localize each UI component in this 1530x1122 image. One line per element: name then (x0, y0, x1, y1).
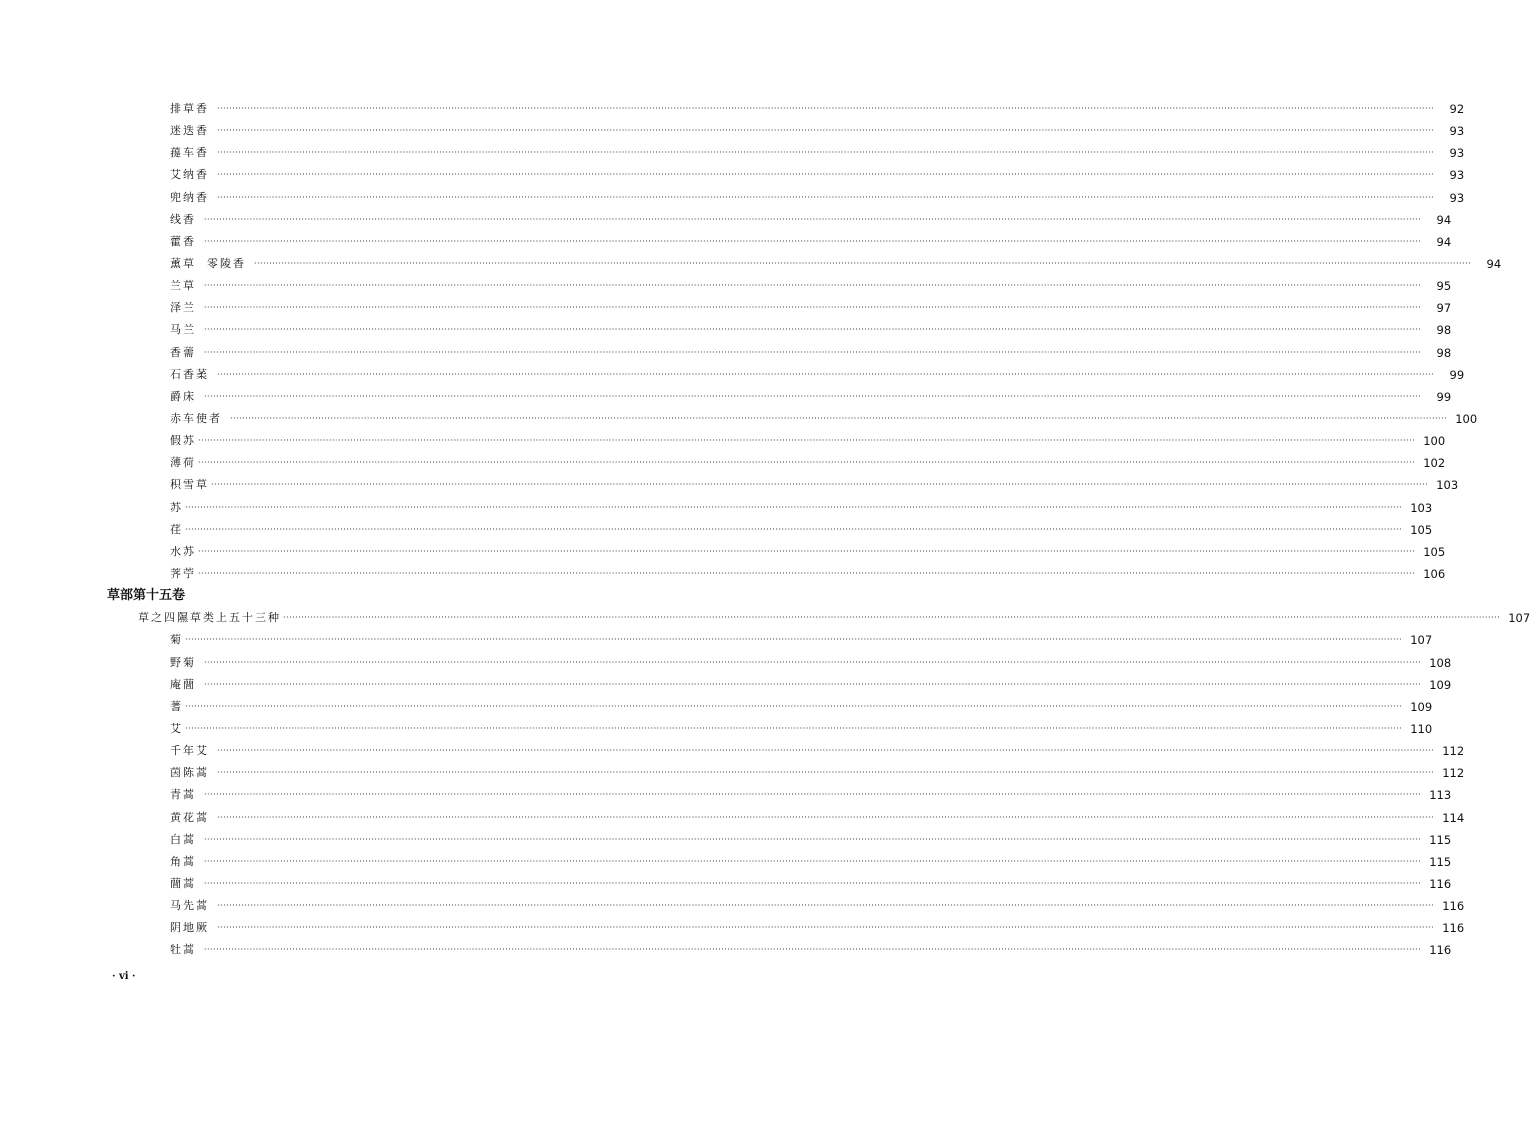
entry-label: 苏 (170, 500, 183, 514)
toc-entry (0, 364, 1465, 386)
entry-page-number: 105 (1410, 522, 1433, 537)
toc-entry (0, 629, 1433, 651)
entry-label: 排草香 (170, 102, 209, 115)
entry-label: 薄荷 (170, 456, 196, 470)
entry-label: 艾纳香 (170, 168, 209, 182)
dot-leader: ················································································································································································································································································································································································································ (185, 502, 1403, 512)
entry-label: 赤车使者 (170, 411, 222, 425)
entry-label: 黄花蒿 (170, 810, 209, 824)
entry-page-number: 93 (1449, 168, 1465, 183)
toc-entry (0, 209, 1452, 231)
dot-leader: ················································································································································································································································································································································································································ (204, 657, 1422, 667)
entry-page-number: 94 (1486, 256, 1502, 271)
entry-label: 野菊 (170, 655, 196, 669)
dot-leader: ················································································································································································································································································································································································································ (217, 812, 1435, 822)
entry-label: 线香 (170, 212, 196, 226)
toc-entry (0, 939, 1452, 961)
entry-label: 青蒿 (170, 788, 196, 802)
entry-label: 藿香 (170, 234, 196, 248)
entry-page-number: 102 (1423, 456, 1446, 471)
toc-entry (0, 740, 1465, 762)
entry-page-number: 115 (1429, 832, 1452, 847)
toc-entry (0, 696, 1433, 718)
dot-leader: ················································································································································································································································································································································································································ (217, 104, 1435, 113)
toc-entry (0, 253, 1502, 275)
entry-label: 阴地厥 (170, 921, 209, 935)
entry-page-number: 94 (1436, 212, 1452, 227)
toc-entry (0, 452, 1446, 474)
dot-leader: ················································································································································································································································································································································································································ (204, 834, 1422, 844)
dot-leader: ················································································································································································································································································································································································································ (217, 369, 1435, 379)
entry-label: 薰草 零陵香 (170, 256, 246, 270)
entry-page-number: 109 (1410, 699, 1433, 714)
dot-leader: ················································································································································································································································································································································································································ (283, 613, 1501, 623)
toc-entry (0, 408, 1478, 430)
dot-leader: ················································································································································································································································································································································································································ (217, 148, 1435, 158)
toc-entry (0, 652, 1452, 674)
entry-label: 爵床 (170, 389, 196, 403)
entry-page-number: 98 (1436, 323, 1452, 338)
section-heading: 草部第十五卷 (107, 588, 186, 604)
entry-page-number: 115 (1429, 854, 1452, 869)
toc-entry (0, 563, 1446, 585)
toc-entry (0, 474, 1459, 496)
entry-page-number: 116 (1442, 899, 1465, 914)
entry-label: 马先蒿 (170, 899, 209, 913)
toc-entry (0, 917, 1465, 939)
entry-page-number: 108 (1429, 655, 1452, 670)
dot-leader: ················································································································································································································································································································································································································ (230, 413, 1448, 423)
entry-page-number: 103 (1410, 500, 1433, 515)
dot-leader: ················································································································································································································································································································································································································ (204, 325, 1422, 335)
entry-page-number: 105 (1423, 544, 1446, 559)
dot-leader: ················································································································································································································································································································································································································ (204, 391, 1422, 401)
entry-page-number: 109 (1429, 677, 1452, 692)
dot-leader: ················································································································································································································································································································································································································ (211, 480, 1429, 490)
dot-leader: ················································································································································································································································································································································································································ (185, 635, 1403, 645)
toc-entry (0, 342, 1452, 364)
dot-leader: ················································································································································································································································································································································································································ (217, 768, 1435, 778)
dot-leader: ················································································································································································································································································································································································································ (198, 546, 1416, 556)
entry-page-number: 92 (1449, 102, 1465, 116)
entry-page-number: 94 (1436, 234, 1452, 249)
dot-leader: ················································································································································································································································································································································································································ (198, 436, 1416, 446)
entry-page-number: 100 (1423, 434, 1446, 449)
toc-entry (0, 98, 1465, 120)
entry-page-number: 93 (1449, 146, 1465, 161)
dot-leader: ················································································································································································································································································································································································································ (204, 790, 1422, 800)
entry-page-number: 116 (1429, 876, 1452, 891)
entry-page-number: 114 (1442, 810, 1465, 825)
dot-leader: ················································································································································································································································································································································································································ (185, 723, 1403, 733)
entry-page-number: 98 (1436, 345, 1452, 360)
dot-leader: ················································································································································································································································································································································································································ (217, 923, 1435, 933)
entry-label: 䔶车香 (170, 146, 209, 160)
entry-label: 迷迭香 (170, 124, 209, 138)
dot-leader: ················································································································································································································································································································································································································ (204, 878, 1422, 888)
entry-page-number: 95 (1436, 279, 1452, 294)
entry-page-number: 116 (1442, 921, 1465, 936)
entry-page-number: 107 (1508, 611, 1530, 626)
entry-label: 石香葇 (170, 367, 209, 381)
entry-label: 荠苧 (170, 566, 196, 580)
dot-leader: ················································································································································································································································································································································································································ (217, 192, 1435, 202)
toc-entry (0, 231, 1452, 253)
entry-label: 艾 (170, 721, 183, 735)
entry-page-number: 112 (1442, 744, 1465, 759)
dot-leader: ················································································································································································································································································································································································································ (204, 679, 1422, 689)
dot-leader: ················································································································································································································································································································································································································ (198, 458, 1416, 468)
page-number-footer: · vi · (112, 971, 136, 982)
entry-page-number: 107 (1410, 633, 1433, 648)
dot-leader: ················································································································································································································································································································································································································ (185, 701, 1403, 711)
toc-entry (0, 674, 1452, 696)
table-of-contents (0, 98, 1530, 961)
toc-subsection (0, 607, 1530, 629)
toc-entry (0, 541, 1446, 563)
entry-page-number: 100 (1455, 411, 1478, 426)
dot-leader: ················································································································································································································································································································································································································ (217, 901, 1435, 911)
toc-entry (0, 851, 1452, 873)
entry-page-number: 106 (1423, 566, 1446, 581)
entry-label: 香薷 (170, 345, 196, 359)
entry-label: 假苏 (170, 434, 196, 448)
dot-leader: ················································································································································································································································································································································································································ (198, 568, 1416, 578)
toc-entry (0, 873, 1452, 895)
toc-entry (0, 319, 1452, 341)
toc-entry (0, 807, 1465, 829)
toc-entry (0, 430, 1446, 452)
entry-page-number: 97 (1436, 301, 1452, 316)
dot-leader: ················································································································································································································································································································································································································ (204, 303, 1422, 313)
entry-label: 白蒿 (170, 832, 196, 846)
toc-entry (0, 142, 1465, 164)
toc-entry (0, 164, 1465, 186)
entry-label: 泽兰 (170, 301, 196, 315)
toc-entry (0, 718, 1433, 740)
entry-page-number: 116 (1429, 943, 1452, 958)
toc-entry (0, 519, 1433, 541)
dot-leader: ················································································································································································································································································································································································································ (217, 170, 1435, 180)
dot-leader: ················································································································································································································································································································································································································ (204, 236, 1422, 246)
entry-page-number: 110 (1410, 721, 1433, 736)
dot-leader: ················································································································································································································································································································································································································ (254, 258, 1472, 268)
dot-leader: ················································································································································································································································································································································································································ (204, 945, 1422, 955)
dot-leader: ················································································································································································································································································································································································································ (217, 126, 1435, 136)
entry-page-number: 99 (1449, 367, 1465, 382)
entry-label: 兜纳香 (170, 190, 209, 204)
dot-leader: ················································································································································································································································································································································································································ (204, 214, 1422, 224)
entry-page-number: 103 (1436, 478, 1459, 493)
entry-page-number: 93 (1449, 124, 1465, 139)
entry-label: 水苏 (170, 544, 196, 558)
entry-label: 荏 (170, 522, 183, 536)
entry-label: 马兰 (170, 323, 196, 337)
entry-label: 庵䕡 (170, 677, 196, 691)
entry-label: 兰草 (170, 279, 196, 293)
toc-entry (0, 297, 1452, 319)
toc-entry (0, 275, 1452, 297)
dot-leader: ················································································································································································································································································································································································································ (217, 746, 1435, 756)
entry-label: 菊 (170, 633, 183, 647)
entry-label: 䕡蒿 (170, 876, 196, 890)
entry-label: 千年艾 (170, 744, 209, 758)
entry-label: 积雪草 (170, 478, 209, 492)
entry-label: 茵陈蒿 (170, 766, 209, 780)
toc-entry (0, 829, 1452, 851)
entry-label: 角蒿 (170, 854, 196, 868)
entry-page-number: 112 (1442, 766, 1465, 781)
dot-leader: ················································································································································································································································································································································································································ (185, 524, 1403, 534)
dot-leader: ················································································································································································································································································································································································································ (204, 281, 1422, 291)
toc-entry (0, 895, 1465, 917)
toc-entry (0, 497, 1433, 519)
entry-page-number: 93 (1449, 190, 1465, 205)
entry-label: 蓍 (170, 699, 183, 713)
entry-label: 草之四隰草类上五十三种 (138, 611, 281, 625)
toc-entry (0, 120, 1465, 142)
entry-page-number: 113 (1429, 788, 1452, 803)
dot-leader: ················································································································································································································································································································································································································ (204, 347, 1422, 357)
dot-leader: ················································································································································································································································································································································································································ (204, 856, 1422, 866)
entry-label: 牡蒿 (170, 943, 196, 957)
toc-entry (0, 784, 1452, 806)
toc-entry (0, 187, 1465, 209)
entry-page-number: 99 (1436, 389, 1452, 404)
toc-entry (0, 762, 1465, 784)
toc-entry (0, 386, 1452, 408)
